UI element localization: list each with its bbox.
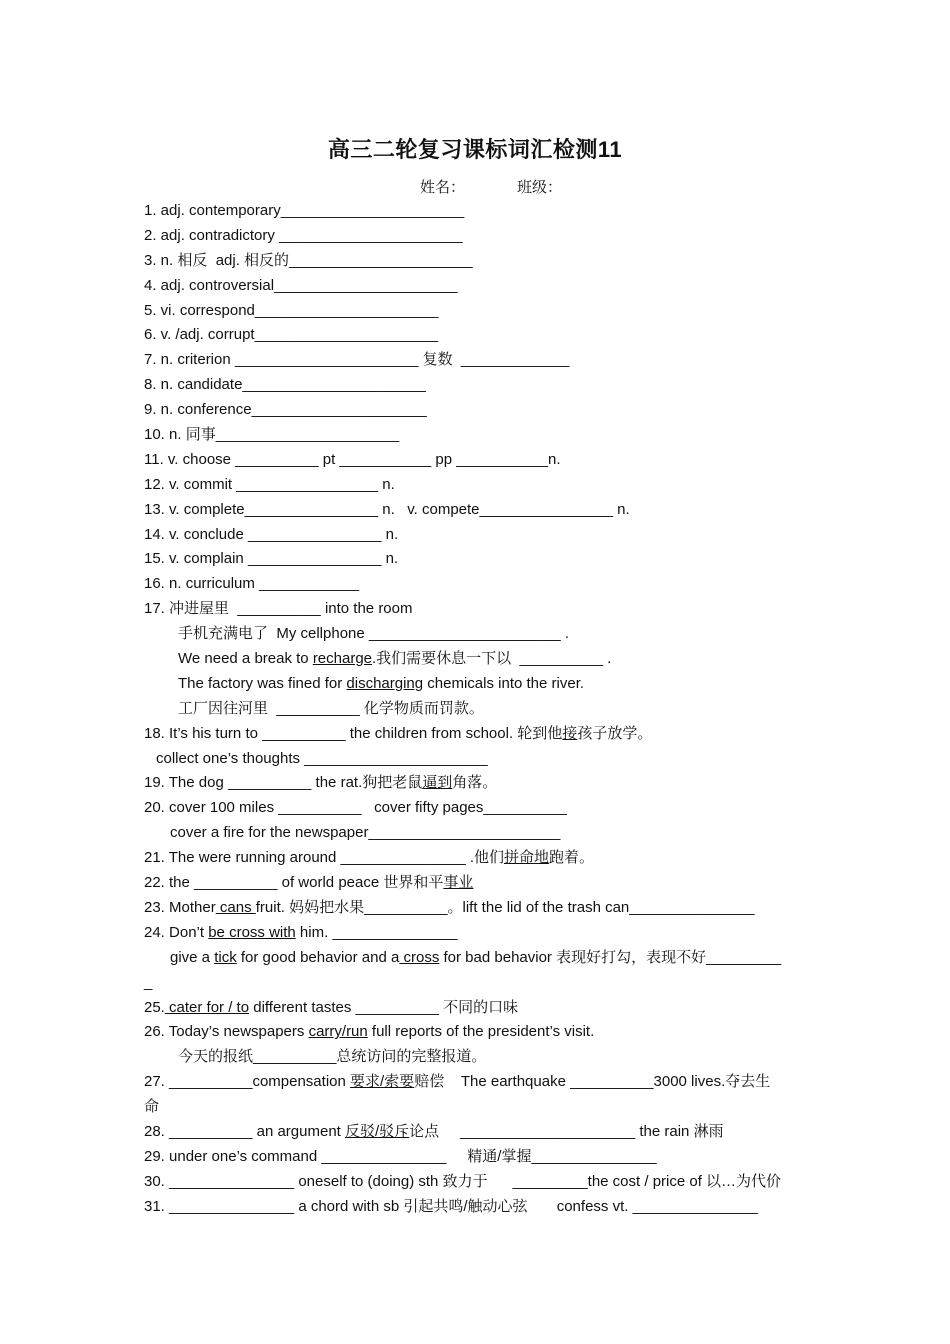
class-label: 班级：	[517, 178, 563, 196]
question-line	[144, 1070, 814, 1095]
student-info-line	[420, 176, 562, 198]
question-line	[144, 1120, 814, 1145]
question-line	[144, 622, 814, 647]
question-line	[144, 921, 814, 946]
question-line	[144, 523, 814, 548]
line-text: chemicals into the river.	[423, 674, 585, 692]
question-line	[144, 821, 814, 846]
line-text: We need a break to	[178, 650, 313, 668]
question-line	[144, 423, 814, 448]
line-text: 19. The dog __________ the rat.狗把老鼠	[144, 774, 423, 792]
question-line	[144, 971, 814, 996]
question-line	[144, 996, 814, 1021]
line-text: 31. _______________ a chord with sb 引起共鸣/触动心弦 confess vt. _______________	[144, 1197, 758, 1215]
line-text: 22. the __________ of world peace 世界和平	[144, 874, 444, 892]
question-line	[144, 274, 814, 299]
question-line	[144, 249, 814, 274]
line-text: .我们需要休息一下以 __________ .	[372, 650, 612, 668]
line-text: 17. 冲进屋里 __________ into the room	[144, 600, 413, 618]
line-text: full reports of the president’s visit.	[367, 1023, 595, 1041]
line-text: The factory was fined for	[178, 674, 347, 692]
line-text: 13. v. complete________________ n. v. compete________________ n.	[144, 500, 630, 518]
question-line	[144, 448, 814, 473]
line-text: 27. __________compensation	[144, 1073, 351, 1091]
question-line	[144, 871, 814, 896]
name-label: 姓名：	[420, 178, 466, 196]
line-text: 5. vi. correspond______________________	[144, 301, 439, 319]
underlined-term: cross	[399, 948, 440, 966]
question-line	[144, 1020, 814, 1045]
line-text: 赔偿 The earthquake __________3000 lives.夺去生	[414, 1073, 771, 1091]
line-text: 7. n. criterion ______________________ 复数 _____________	[144, 351, 570, 369]
question-line	[144, 1095, 814, 1120]
question-line	[144, 647, 814, 672]
underlined-term: 拼命地	[504, 849, 550, 867]
line-text: 孩子放学。	[577, 724, 653, 742]
line-text: 1. adj. contemporary______________________	[144, 202, 465, 219]
underlined-term: 反驳/驳斥	[345, 1122, 410, 1140]
underlined-term: be cross with	[208, 923, 296, 941]
page-title: 高三二轮复习课标词汇检测11	[327, 137, 623, 162]
line-text: 15. v. complain ________________ n.	[144, 550, 399, 568]
line-text: 跑着。	[549, 849, 595, 867]
line-text: for good behavior and a	[236, 948, 400, 966]
line-text: 9. n. conference_____________________	[144, 401, 427, 419]
line-text: fruit. 妈妈把水果__________。lift the lid of the trash can_______________	[255, 898, 755, 916]
question-line	[144, 473, 814, 498]
question-line	[144, 722, 814, 747]
question-line	[144, 1170, 814, 1195]
question-line	[144, 547, 814, 572]
line-text: give a	[170, 948, 215, 966]
line-text: 21. The were running around _______________ .他们	[144, 849, 504, 867]
line-text: cover a fire for the newspaper_______________________	[170, 824, 561, 842]
question-line	[144, 373, 814, 398]
underlined-term: cater for / to	[164, 998, 250, 1016]
question-line	[144, 348, 814, 373]
underlined-term: discharging	[346, 674, 424, 692]
line-text: 今天的报纸__________总统访问的完整报道。	[178, 1048, 487, 1066]
line-text: 24. Don’t	[144, 923, 209, 941]
question-line	[144, 672, 814, 697]
line-text: 角落。	[452, 774, 498, 792]
question-line	[144, 896, 814, 921]
question-list	[144, 199, 814, 1220]
line-text: 12. v. commit _________________ n.	[144, 475, 395, 493]
underlined-term: 事业	[443, 874, 474, 892]
line-text: 8. n. candidate______________________	[144, 376, 426, 394]
line-text: 23. Mother	[144, 898, 216, 916]
line-text: _	[144, 973, 153, 991]
question-line	[144, 199, 814, 224]
underlined-term: 逼到	[422, 774, 453, 792]
question-line	[144, 224, 814, 249]
underlined-term: carry/run	[308, 1023, 368, 1041]
line-text: collect one’s thoughts ______________________	[156, 749, 488, 767]
question-line	[144, 796, 814, 821]
question-line	[144, 572, 814, 597]
line-text: him. _______________	[295, 923, 458, 941]
line-text: 命	[144, 1098, 160, 1116]
underlined-term: 接	[562, 724, 578, 742]
line-text: 4. adj. controversial______________________	[144, 276, 458, 294]
line-text: 20. cover 100 miles __________ cover fifty pages__________	[144, 799, 567, 817]
line-text: 10. n. 同事______________________	[144, 426, 400, 444]
line-text: different tastes __________ 不同的口味	[249, 998, 519, 1016]
line-text: 工厂因往河里 __________ 化学物质而罚款。	[178, 699, 484, 717]
question-line	[144, 597, 814, 622]
line-text: 2. adj. contradictory ______________________	[144, 226, 463, 244]
line-text: 29. under one’s command _______________ 精通/掌握_______________	[144, 1147, 657, 1165]
line-text: 30. _______________ oneself to (doing) sth 致力于 _________the cost / price of 以…为代价	[144, 1172, 782, 1190]
question-line	[144, 299, 814, 324]
question-line	[144, 498, 814, 523]
line-text: 6. v. /adj. corrupt______________________	[144, 326, 439, 344]
line-text: 14. v. conclude ________________ n.	[144, 525, 399, 543]
underlined-term: tick	[214, 948, 237, 966]
question-line	[144, 946, 814, 971]
line-text: 18. It’s his turn to __________ the children from school. 轮到他	[144, 724, 563, 742]
question-line	[144, 1145, 814, 1170]
underlined-term: 要求/索要	[350, 1073, 415, 1091]
question-line	[144, 697, 814, 722]
line-text: 手机充满电了 My cellphone _______________________ .	[178, 625, 570, 643]
question-line	[144, 747, 814, 772]
line-text: for bad behavior 表现好打勾，表现不好_________	[439, 948, 782, 966]
line-text: 26. Today’s newspapers	[144, 1023, 309, 1041]
line-text: 16. n. curriculum ____________	[144, 575, 360, 593]
line-text: 3. n. 相反 adj. 相反的______________________	[144, 251, 473, 269]
line-text: 论点 _____________________ the rain 淋雨	[409, 1122, 724, 1140]
question-line	[144, 1195, 814, 1220]
underlined-term: cans	[215, 898, 256, 916]
question-line	[144, 846, 814, 871]
question-line	[144, 323, 814, 348]
question-line	[144, 398, 814, 423]
question-line	[144, 771, 814, 796]
underlined-term: recharge	[312, 650, 373, 668]
line-text: 28. __________ an argument	[144, 1122, 345, 1140]
line-text: 25.	[144, 998, 165, 1016]
line-text: 11. v. choose __________ pt ___________ pp ___________n.	[144, 450, 561, 468]
question-line	[144, 1045, 814, 1070]
